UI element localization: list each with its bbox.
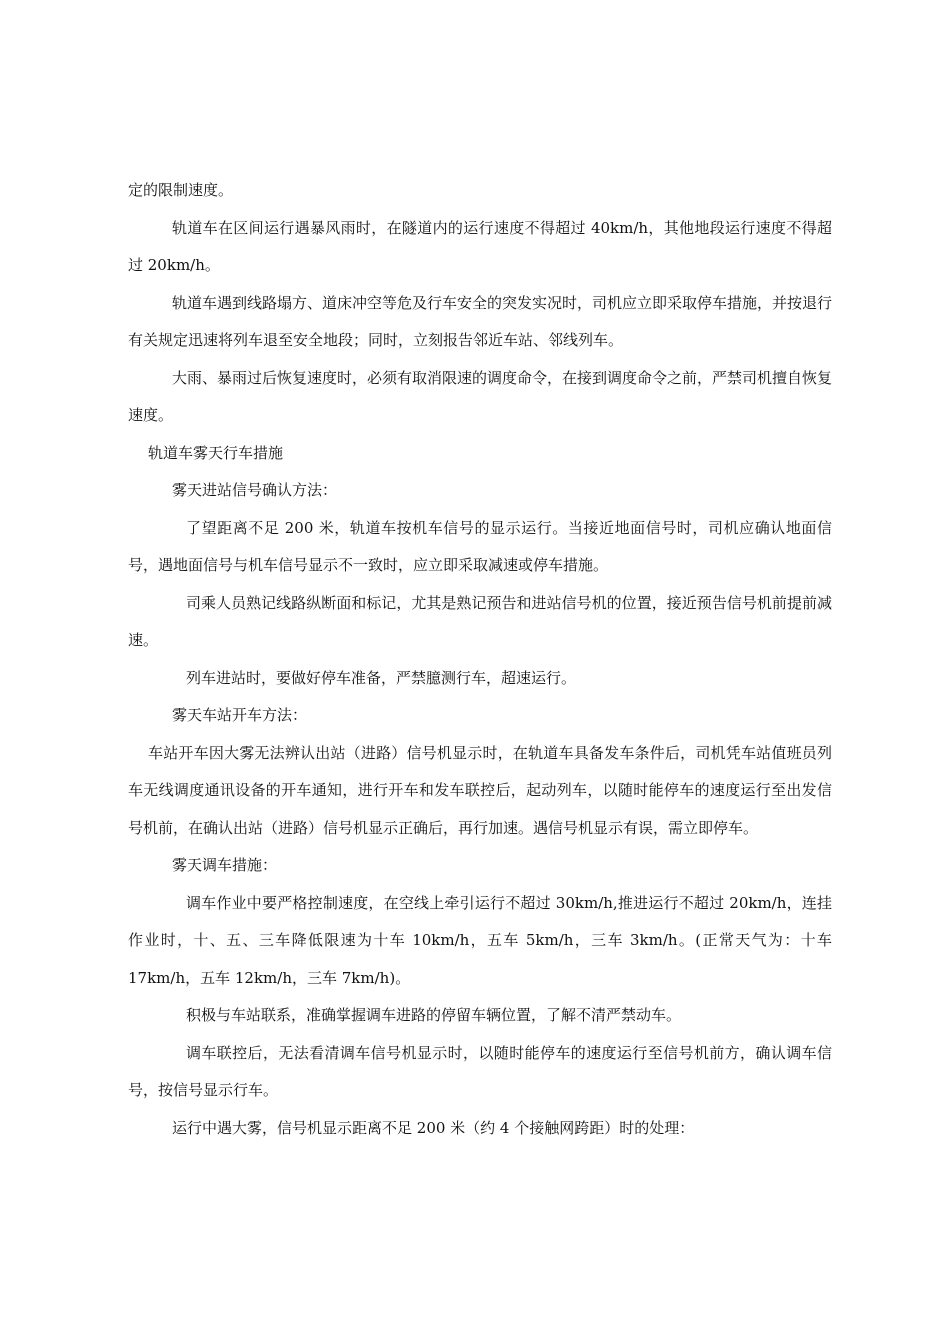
paragraph-shunting-speed: 调车作业中要严格控制速度，在空线上牵引运行不超过 30km/h,推进运行不超过 20km/h，连挂作业时，十、五、三车降低限速为十车 10km/h，五车 5km/h，三车 3km/h。(正常天气为：十车 17km/h，五车 12km/h，三车 7km/h)。 xyxy=(128,893,832,987)
subheading-fog-departure: 雾天车站开车方法： xyxy=(172,706,308,724)
document-body xyxy=(128,172,832,1147)
paragraph-shunting-signal: 调车联控后，无法看清调车信号机显示时，以随时能停车的速度运行至信号机前方，确认调车信号，按信号显示行车。 xyxy=(128,1043,832,1099)
paragraph-memorize-route: 司乘人员熟记线路纵断面和标记，尤其是熟记预告和进站信号机的位置，接近预告信号机前提前减速。 xyxy=(128,593,832,649)
paragraph-emergency-stop: 轨道车遇到线路塌方、道床冲空等危及行车安全的突发实况时，司机应立即采取停车措施，并按退行有关规定迅速将列车退至安全地段；同时，立刻报告邻近车站、邻线列车。 xyxy=(128,293,833,349)
paragraph-station-contact: 积极与车站联系，准确掌握调车进路的停留车辆位置，了解不清严禁动车。 xyxy=(186,1006,682,1024)
paragraph-dense-fog-handling: 运行中遇大雾，信号机显示距离不足 200 米（约 4 个接触网跨距）时的处理： xyxy=(172,1118,695,1137)
paragraph-restore-speed: 大雨、暴雨过后恢复速度时，必须有取消限速的调度命令，在接到调度命令之前，严禁司机擅自恢复速度。 xyxy=(128,368,833,424)
paragraph-speed-limit-end: 定的限制速度。 xyxy=(128,181,234,199)
subheading-fog-shunting: 雾天调车措施： xyxy=(172,856,278,874)
section-heading-fog: 轨道车雾天行车措施 xyxy=(148,443,284,462)
paragraph-storm-speed: 轨道车在区间运行遇暴风雨时，在隧道内的运行速度不得超过 40km/h，其他地段运行速度不得超过 20km/h。 xyxy=(128,218,832,274)
paragraph-station-entry: 列车进站时，要做好停车准备，严禁臆测行车，超速运行。 xyxy=(186,668,577,687)
subheading-fog-entry-signal: 雾天进站信号确认方法： xyxy=(172,481,338,499)
paragraph-departure-procedure: 车站开车因大雾无法辨认出站（进路）信号机显示时，在轨道车具备发车条件后，司机凭车站值班员列车无线调度通讯设备的开车通知，进行开车和发车联控后，起动列车，以随时能停车的速度运行至出发信号机前，在确认出站（进路）信号机显示正确后，再行加速。遇信号机显示有误，需立即停车。 xyxy=(128,743,832,837)
paragraph-sight-distance: 了望距离不足 200 米，轨道车按机车信号的显示运行。当接近地面信号时，司机应确认地面信号，遇地面信号与机车信号显示不一致时，应立即采取减速或停车措施。 xyxy=(128,518,832,574)
